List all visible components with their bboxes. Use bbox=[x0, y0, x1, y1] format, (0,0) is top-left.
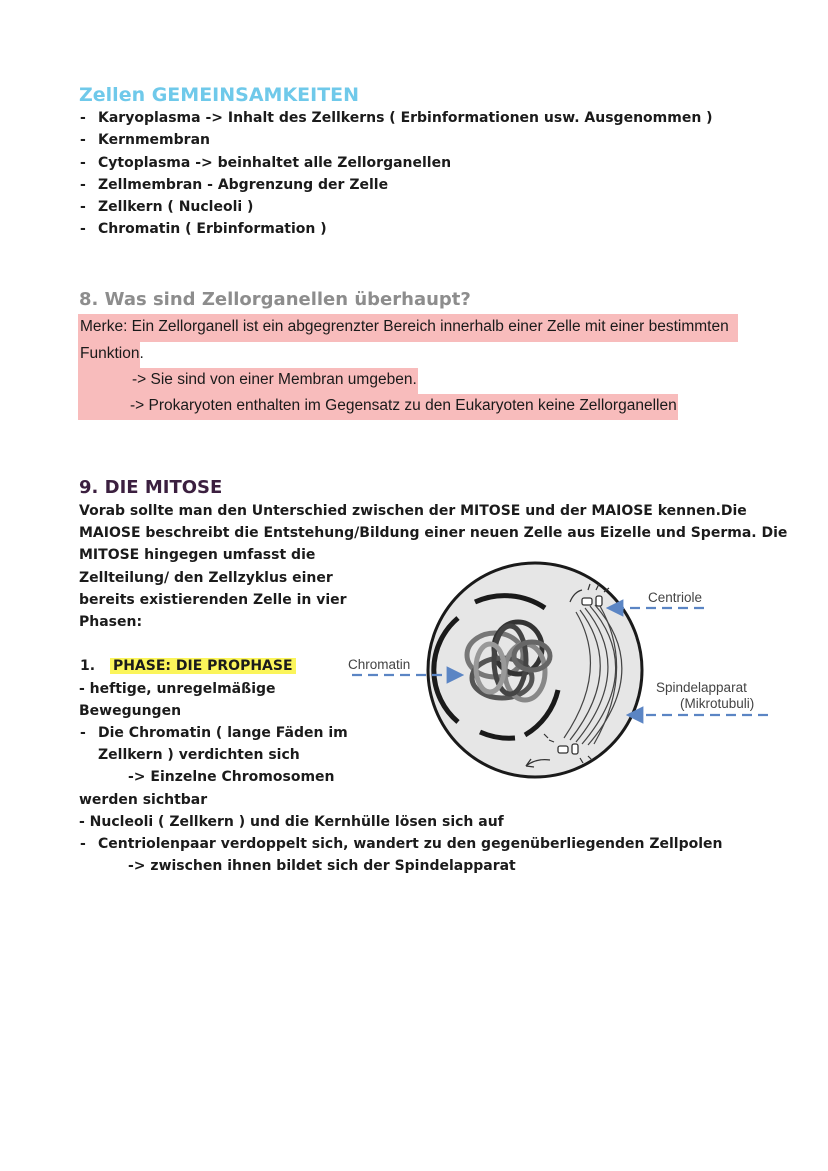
paragraph-line: Zellteilung/ den Zellzyklus einer bbox=[79, 570, 333, 586]
paragraph-line: werden sichtbar bbox=[79, 792, 208, 808]
prophase-cell-diagram bbox=[340, 560, 780, 785]
list-item: - Kernmembran bbox=[80, 132, 210, 148]
list-item: - Zellmembran - Abgrenzung der Zelle bbox=[80, 177, 389, 193]
paragraph-line: - heftige, unregelmäßige bbox=[79, 681, 276, 697]
paragraph-line: MAIOSE beschreibt die Entstehung/Bildung einer neuen Zelle aus Eizelle und Sperma. Die bbox=[79, 525, 788, 541]
list-item: - Cytoplasma -> beinhaltet alle Zellorganellen bbox=[80, 155, 452, 171]
diagram-label-chromatin: Chromatin bbox=[348, 657, 411, 672]
list-item: - Die Chromatin ( lange Fäden im bbox=[80, 725, 348, 741]
paragraph-line: - Nucleoli ( Zellkern ) und die Kernhülle lösen sich auf bbox=[79, 814, 504, 830]
merke-arrow-line: -> Prokaryoten enthalten im Gegensatz zu den Eukaryoten keine Zellorganellen bbox=[130, 397, 677, 414]
diagram-label-spindle: Spindelapparat bbox=[656, 680, 747, 695]
merke-text: Funktion. bbox=[80, 345, 144, 362]
merke-text: Merke: Ein Zellorganell ist ein abgegrenzter Bereich innerhalb einer Zelle mit einer bestimmten bbox=[80, 318, 729, 335]
section-title-zellorganellen: 8. Was sind Zellorganellen überhaupt? bbox=[79, 289, 471, 310]
paragraph-line: Zellkern ) verdichten sich bbox=[98, 747, 300, 763]
section-title-gemeinsamkeiten: Zellen GEMEINSAMKEITEN bbox=[79, 84, 360, 106]
list-item: - Centriolenpaar verdoppelt sich, wandert zu den gegenüberliegenden Zellpolen bbox=[80, 836, 723, 852]
diagram-label-mikrotubuli: (Mikrotubuli) bbox=[680, 696, 755, 711]
list-item: - Zellkern ( Nucleoli ) bbox=[80, 199, 254, 215]
paragraph-line: Vorab sollte man den Unterschied zwischen der MITOSE und der MAIOSE kennen.Die bbox=[79, 503, 747, 519]
list-item: - Chromatin ( Erbinformation ) bbox=[80, 221, 327, 237]
list-item: - Karyoplasma -> Inhalt des Zellkerns ( Erbinformationen usw. Ausgenommen ) bbox=[80, 110, 713, 126]
paragraph-line: MITOSE hingegen umfasst die bbox=[79, 547, 316, 563]
diagram-label-centriole: Centriole bbox=[648, 590, 703, 605]
paragraph-line: Phasen: bbox=[79, 614, 143, 630]
paragraph-line: Bewegungen bbox=[79, 703, 182, 719]
merke-arrow-line: -> Sie sind von einer Membran umgeben. bbox=[132, 371, 417, 388]
section-title-mitose: 9. DIE MITOSE bbox=[79, 477, 223, 498]
paragraph-line: -> zwischen ihnen bildet sich der Spindelapparat bbox=[128, 858, 516, 874]
phase-heading: 1. PHASE: DIE PROPHASE bbox=[80, 658, 296, 674]
paragraph-line: bereits existierenden Zelle in vier bbox=[79, 592, 347, 608]
paragraph-line: -> Einzelne Chromosomen bbox=[128, 769, 335, 785]
phase-title: PHASE: DIE PROPHASE bbox=[110, 658, 296, 674]
